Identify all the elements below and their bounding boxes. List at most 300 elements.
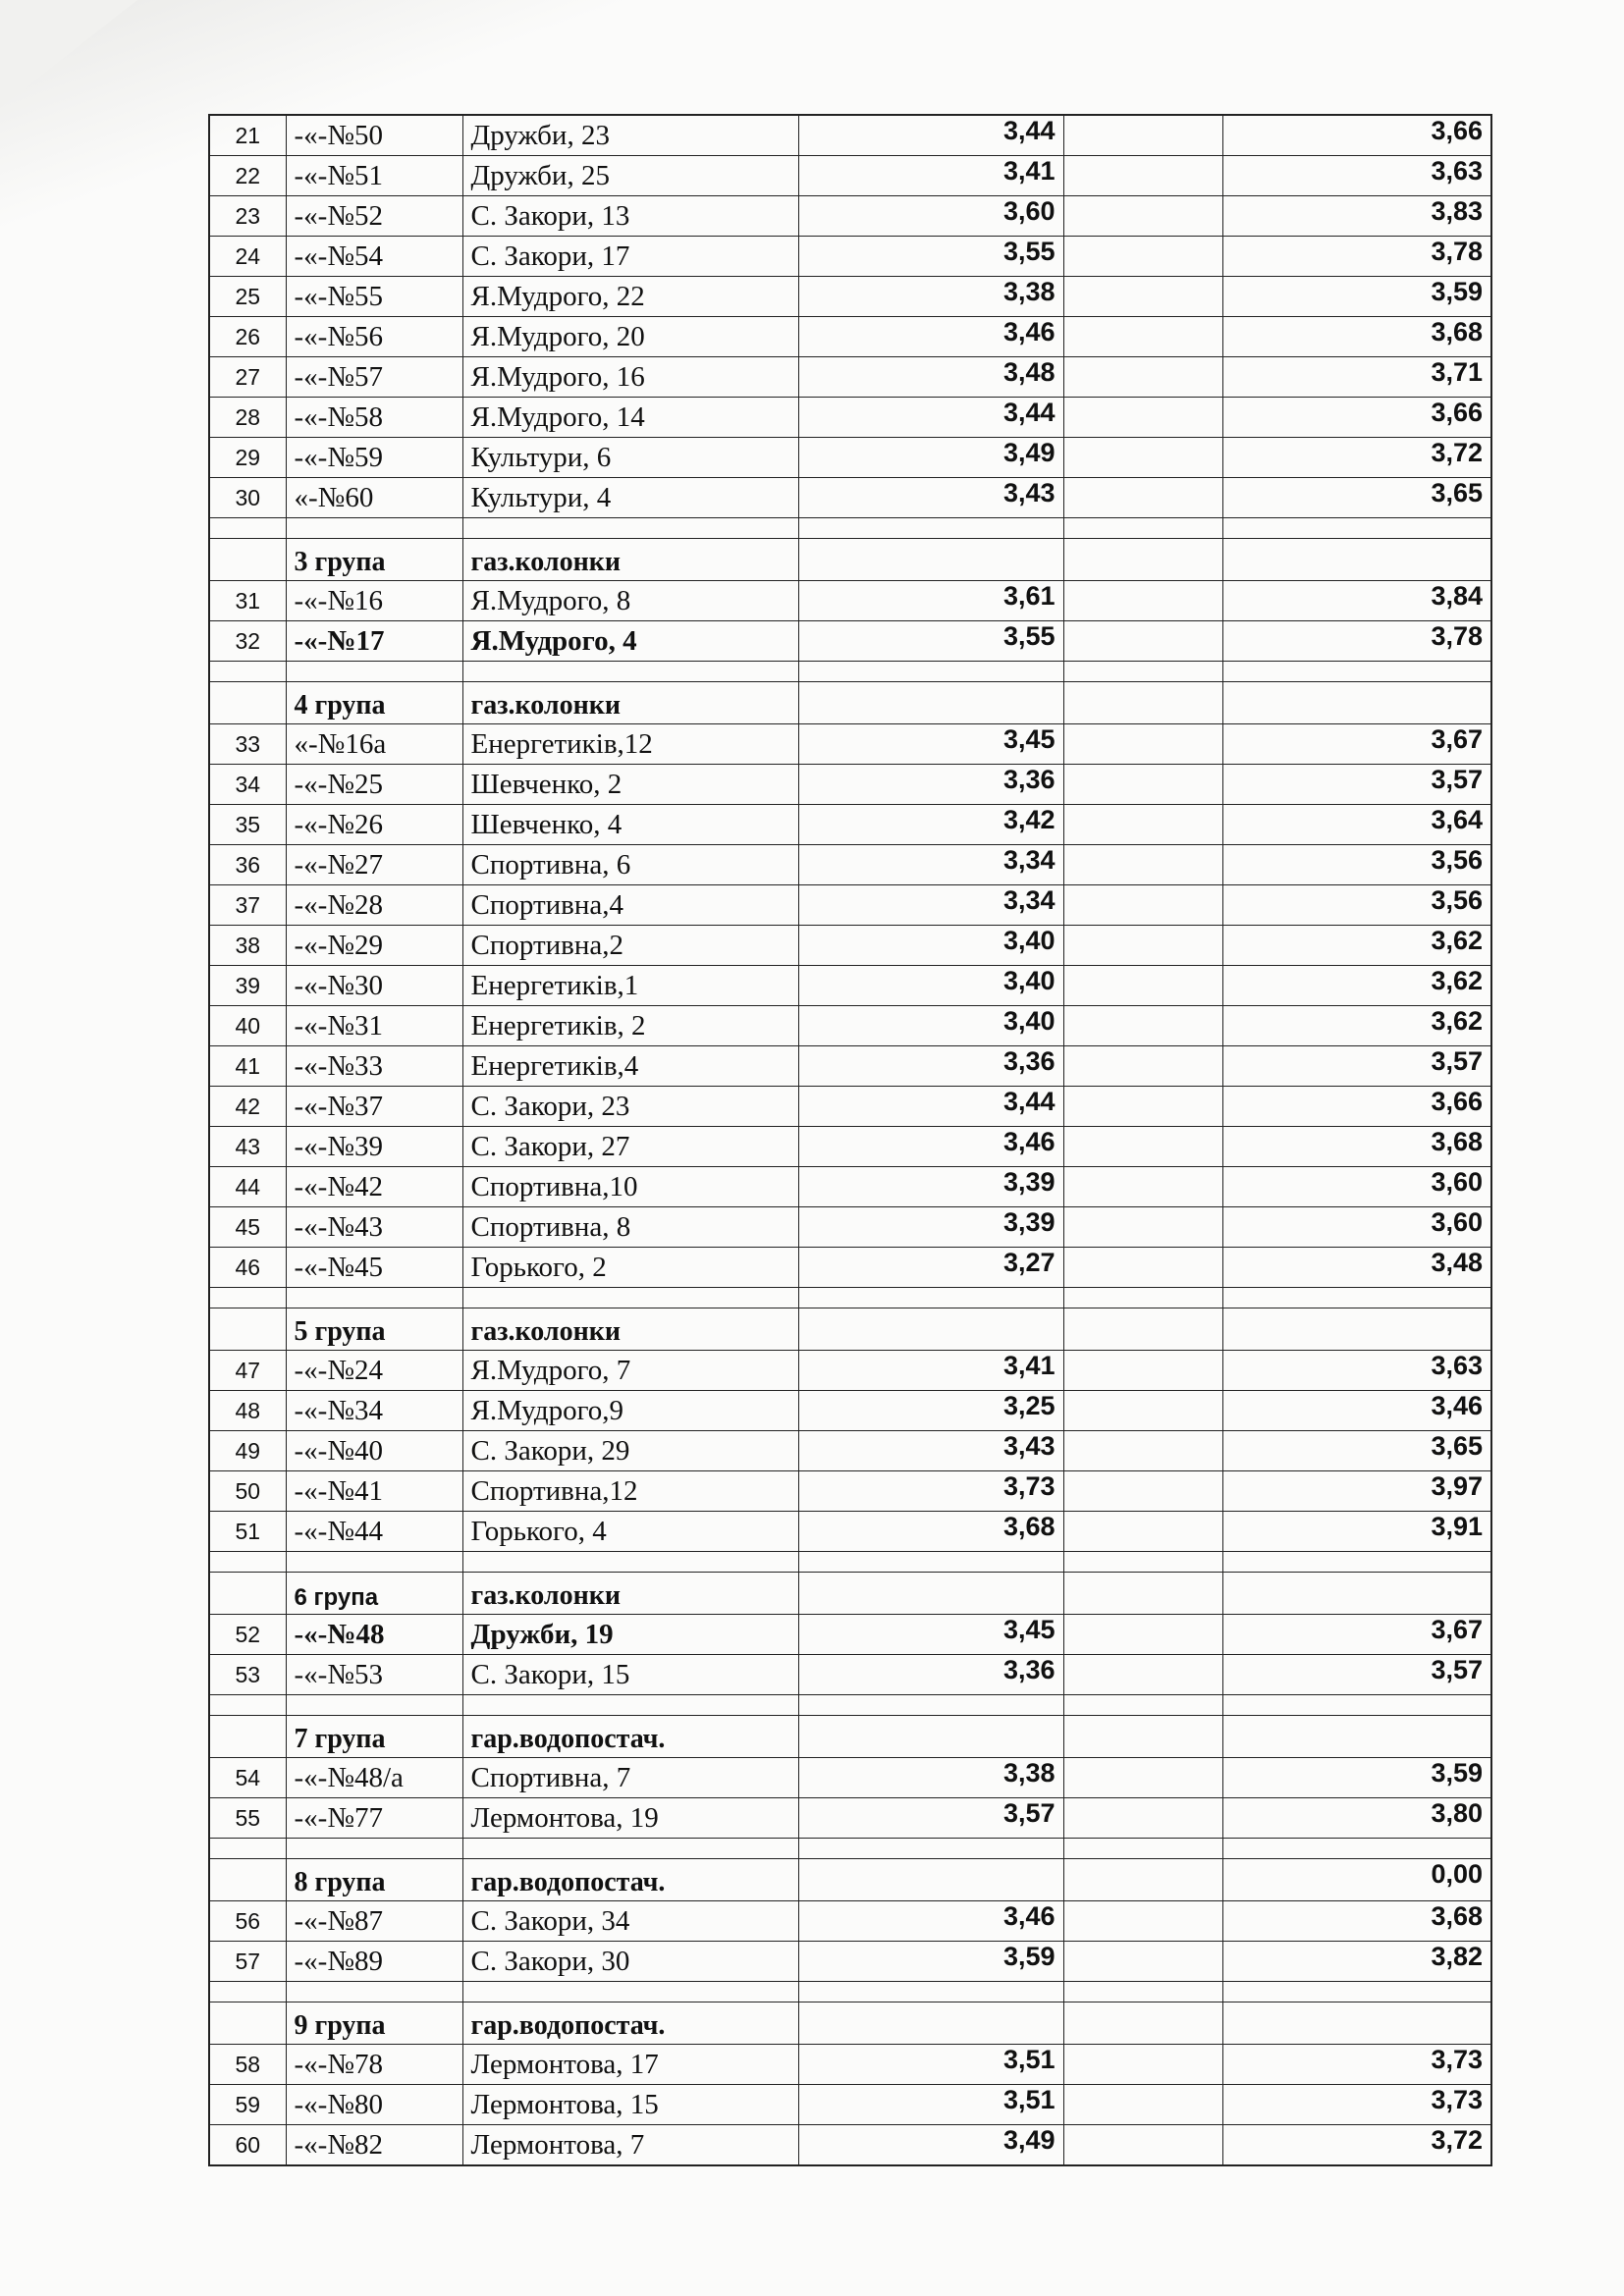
value-2-cell: 3,72 bbox=[1222, 438, 1491, 478]
table-row bbox=[209, 581, 1491, 621]
table-row bbox=[209, 237, 1491, 277]
empty-cell bbox=[1063, 115, 1222, 156]
table-row bbox=[209, 1391, 1491, 1431]
meter-code-cell: -«-№54 bbox=[286, 237, 462, 277]
value-2-cell: 3,65 bbox=[1222, 478, 1491, 518]
address-cell: Культури, 4 bbox=[462, 478, 798, 518]
value-1-cell: 3,39 bbox=[798, 1207, 1063, 1248]
empty-cell bbox=[1063, 2125, 1222, 2166]
table-row bbox=[209, 1901, 1491, 1942]
row-number-cell: 42 bbox=[209, 1087, 286, 1127]
row-number-cell: 55 bbox=[209, 1798, 286, 1839]
value-2-cell: 3,84 bbox=[1222, 581, 1491, 621]
address-cell: Я.Мудрого, 14 bbox=[462, 398, 798, 438]
address-cell: Я.Мудрого, 7 bbox=[462, 1351, 798, 1391]
empty-cell bbox=[1063, 1901, 1222, 1942]
value-1-cell: 3,42 bbox=[798, 805, 1063, 845]
table-spacer-row bbox=[209, 1839, 1491, 1859]
empty-cell bbox=[1063, 1167, 1222, 1207]
empty-cell bbox=[1063, 277, 1222, 317]
value-1-cell bbox=[798, 1716, 1063, 1758]
row-number-cell: 29 bbox=[209, 438, 286, 478]
address-cell: Я.Мудрого,9 bbox=[462, 1391, 798, 1431]
spacer-cell bbox=[1063, 1288, 1222, 1308]
spacer-cell bbox=[462, 1552, 798, 1573]
spacer-cell bbox=[286, 1288, 462, 1308]
value-1-cell bbox=[798, 1308, 1063, 1351]
value-1-cell: 3,40 bbox=[798, 966, 1063, 1006]
row-number-cell: 21 bbox=[209, 115, 286, 156]
empty-cell bbox=[1063, 2045, 1222, 2085]
spacer-cell bbox=[209, 1288, 286, 1308]
empty-cell bbox=[1063, 581, 1222, 621]
value-1-cell: 3,43 bbox=[798, 478, 1063, 518]
value-2-cell: 3,57 bbox=[1222, 1655, 1491, 1695]
meter-code-cell: -«-№43 bbox=[286, 1207, 462, 1248]
empty-cell bbox=[1063, 885, 1222, 926]
address-cell: Я.Мудрого, 20 bbox=[462, 317, 798, 357]
meter-code-cell: -«-№44 bbox=[286, 1512, 462, 1552]
value-1-cell: 3,68 bbox=[798, 1512, 1063, 1552]
table-spacer-row bbox=[209, 1695, 1491, 1716]
empty-cell bbox=[1063, 1308, 1222, 1351]
row-number-cell: 30 bbox=[209, 478, 286, 518]
empty-cell bbox=[1063, 1351, 1222, 1391]
value-1-cell: 3,48 bbox=[798, 357, 1063, 398]
empty-cell bbox=[1063, 682, 1222, 724]
value-2-cell bbox=[1222, 1573, 1491, 1615]
meter-code-cell: -«-№78 bbox=[286, 2045, 462, 2085]
group-header-row bbox=[209, 539, 1491, 581]
group-type-cell: газ.колонки bbox=[462, 539, 798, 581]
address-cell: Енергетиків,1 bbox=[462, 966, 798, 1006]
address-cell: Енергетиків, 2 bbox=[462, 1006, 798, 1046]
value-2-cell: 3,57 bbox=[1222, 1046, 1491, 1087]
empty-cell bbox=[1063, 1798, 1222, 1839]
meter-code-cell: -«-№30 bbox=[286, 966, 462, 1006]
table-row bbox=[209, 1351, 1491, 1391]
empty-cell bbox=[1063, 966, 1222, 1006]
row-number-cell: 59 bbox=[209, 2085, 286, 2125]
value-1-cell: 3,46 bbox=[798, 317, 1063, 357]
value-2-cell: 0,00 bbox=[1222, 1859, 1491, 1901]
empty-cell bbox=[1063, 357, 1222, 398]
row-number-cell: 39 bbox=[209, 966, 286, 1006]
value-1-cell: 3,36 bbox=[798, 1046, 1063, 1087]
row-number-cell: 46 bbox=[209, 1248, 286, 1288]
value-1-cell: 3,59 bbox=[798, 1942, 1063, 1982]
row-number-cell: 49 bbox=[209, 1431, 286, 1471]
value-2-cell bbox=[1222, 1308, 1491, 1351]
value-2-cell: 3,46 bbox=[1222, 1391, 1491, 1431]
meter-code-cell: -«-№16 bbox=[286, 581, 462, 621]
group-header-row bbox=[209, 1716, 1491, 1758]
spacer-cell bbox=[1222, 662, 1491, 682]
table-row bbox=[209, 2045, 1491, 2085]
value-2-cell: 3,48 bbox=[1222, 1248, 1491, 1288]
value-2-cell: 3,60 bbox=[1222, 1167, 1491, 1207]
group-label-cell: 3 група bbox=[286, 539, 462, 581]
spacer-cell bbox=[209, 518, 286, 539]
meter-code-cell: -«-№37 bbox=[286, 1087, 462, 1127]
table-row bbox=[209, 765, 1491, 805]
row-number-cell bbox=[209, 1859, 286, 1901]
value-2-cell: 3,67 bbox=[1222, 1615, 1491, 1655]
value-2-cell: 3,66 bbox=[1222, 398, 1491, 438]
value-2-cell: 3,66 bbox=[1222, 115, 1491, 156]
meter-code-cell: -«-№45 bbox=[286, 1248, 462, 1288]
spacer-cell bbox=[462, 1982, 798, 2002]
spacer-cell bbox=[286, 1552, 462, 1573]
table-row bbox=[209, 1798, 1491, 1839]
table-row bbox=[209, 1431, 1491, 1471]
meter-code-cell: -«-№77 bbox=[286, 1798, 462, 1839]
value-1-cell: 3,36 bbox=[798, 765, 1063, 805]
empty-cell bbox=[1063, 1471, 1222, 1512]
address-cell: Спортивна,2 bbox=[462, 926, 798, 966]
table-row bbox=[209, 1167, 1491, 1207]
meter-code-cell: -«-№53 bbox=[286, 1655, 462, 1695]
row-number-cell: 24 bbox=[209, 237, 286, 277]
meter-code-cell: -«-№34 bbox=[286, 1391, 462, 1431]
row-number-cell: 37 bbox=[209, 885, 286, 926]
spacer-cell bbox=[209, 1695, 286, 1716]
table-row bbox=[209, 1127, 1491, 1167]
table-row bbox=[209, 2125, 1491, 2166]
meter-code-cell: -«-№56 bbox=[286, 317, 462, 357]
spacer-cell bbox=[798, 1695, 1063, 1716]
empty-cell bbox=[1063, 1573, 1222, 1615]
value-2-cell: 3,82 bbox=[1222, 1942, 1491, 1982]
value-1-cell: 3,57 bbox=[798, 1798, 1063, 1839]
tariff-table-sheet bbox=[208, 114, 1490, 2166]
value-1-cell: 3,49 bbox=[798, 2125, 1063, 2166]
spacer-cell bbox=[798, 1552, 1063, 1573]
value-2-cell: 3,62 bbox=[1222, 926, 1491, 966]
address-cell: Спортивна,12 bbox=[462, 1471, 798, 1512]
table-row bbox=[209, 357, 1491, 398]
value-2-cell: 3,60 bbox=[1222, 1207, 1491, 1248]
meter-code-cell: -«-№31 bbox=[286, 1006, 462, 1046]
value-2-cell: 3,62 bbox=[1222, 966, 1491, 1006]
spacer-cell bbox=[462, 1839, 798, 1859]
address-cell: Спортивна,10 bbox=[462, 1167, 798, 1207]
empty-cell bbox=[1063, 1859, 1222, 1901]
empty-cell bbox=[1063, 196, 1222, 237]
empty-cell bbox=[1063, 2002, 1222, 2045]
address-cell: Енергетиків,12 bbox=[462, 724, 798, 765]
spacer-cell bbox=[462, 518, 798, 539]
empty-cell bbox=[1063, 1207, 1222, 1248]
value-1-cell: 3,49 bbox=[798, 438, 1063, 478]
meter-code-cell: -«-№58 bbox=[286, 398, 462, 438]
value-1-cell bbox=[798, 2002, 1063, 2045]
value-1-cell: 3,45 bbox=[798, 1615, 1063, 1655]
table-row bbox=[209, 1087, 1491, 1127]
value-1-cell: 3,46 bbox=[798, 1127, 1063, 1167]
address-cell: Спортивна, 7 bbox=[462, 1758, 798, 1798]
value-2-cell bbox=[1222, 1716, 1491, 1758]
table-row bbox=[209, 277, 1491, 317]
address-cell: С. Закори, 34 bbox=[462, 1901, 798, 1942]
value-2-cell: 3,73 bbox=[1222, 2045, 1491, 2085]
group-type-cell: гар.водопостач. bbox=[462, 2002, 798, 2045]
table-row bbox=[209, 2085, 1491, 2125]
value-2-cell: 3,97 bbox=[1222, 1471, 1491, 1512]
value-2-cell: 3,63 bbox=[1222, 1351, 1491, 1391]
spacer-cell bbox=[1222, 1552, 1491, 1573]
row-number-cell: 54 bbox=[209, 1758, 286, 1798]
group-type-cell: газ.колонки bbox=[462, 682, 798, 724]
value-1-cell: 3,55 bbox=[798, 237, 1063, 277]
table-row bbox=[209, 1655, 1491, 1695]
spacer-cell bbox=[1222, 1839, 1491, 1859]
group-header-row bbox=[209, 2002, 1491, 2045]
spacer-cell bbox=[1222, 1695, 1491, 1716]
row-number-cell: 25 bbox=[209, 277, 286, 317]
value-1-cell: 3,55 bbox=[798, 621, 1063, 662]
meter-code-cell: -«-№17 bbox=[286, 621, 462, 662]
address-cell: Культури, 6 bbox=[462, 438, 798, 478]
address-cell: Я.Мудрого, 8 bbox=[462, 581, 798, 621]
spacer-cell bbox=[798, 1839, 1063, 1859]
meter-code-cell: -«-№33 bbox=[286, 1046, 462, 1087]
value-2-cell bbox=[1222, 682, 1491, 724]
value-1-cell: 3,51 bbox=[798, 2045, 1063, 2085]
table-row bbox=[209, 1615, 1491, 1655]
row-number-cell: 38 bbox=[209, 926, 286, 966]
empty-cell bbox=[1063, 156, 1222, 196]
value-2-cell: 3,66 bbox=[1222, 1087, 1491, 1127]
row-number-cell: 22 bbox=[209, 156, 286, 196]
meter-code-cell: -«-№41 bbox=[286, 1471, 462, 1512]
value-2-cell: 3,56 bbox=[1222, 845, 1491, 885]
address-cell: С. Закори, 13 bbox=[462, 196, 798, 237]
spacer-cell bbox=[1222, 1982, 1491, 2002]
table-row bbox=[209, 156, 1491, 196]
address-cell: С. Закори, 27 bbox=[462, 1127, 798, 1167]
row-number-cell bbox=[209, 682, 286, 724]
table-row bbox=[209, 1942, 1491, 1982]
meter-code-cell: -«-№27 bbox=[286, 845, 462, 885]
table-row bbox=[209, 1758, 1491, 1798]
spacer-cell bbox=[1063, 518, 1222, 539]
group-label-cell: 8 група bbox=[286, 1859, 462, 1901]
value-2-cell: 3,59 bbox=[1222, 277, 1491, 317]
row-number-cell bbox=[209, 1308, 286, 1351]
meter-code-cell: -«-№57 bbox=[286, 357, 462, 398]
spacer-cell bbox=[462, 662, 798, 682]
meter-code-cell: -«-№29 bbox=[286, 926, 462, 966]
group-label-cell: 4 група bbox=[286, 682, 462, 724]
row-number-cell: 40 bbox=[209, 1006, 286, 1046]
empty-cell bbox=[1063, 1046, 1222, 1087]
address-cell: Я.Мудрого, 16 bbox=[462, 357, 798, 398]
table-spacer-row bbox=[209, 1552, 1491, 1573]
row-number-cell: 48 bbox=[209, 1391, 286, 1431]
empty-cell bbox=[1063, 398, 1222, 438]
group-header-row bbox=[209, 1573, 1491, 1615]
empty-cell bbox=[1063, 478, 1222, 518]
meter-code-cell: -«-№89 bbox=[286, 1942, 462, 1982]
address-cell: Спортивна, 6 bbox=[462, 845, 798, 885]
empty-cell bbox=[1063, 1431, 1222, 1471]
value-1-cell bbox=[798, 1573, 1063, 1615]
table-row bbox=[209, 1471, 1491, 1512]
value-2-cell: 3,63 bbox=[1222, 156, 1491, 196]
table-row bbox=[209, 621, 1491, 662]
row-number-cell: 31 bbox=[209, 581, 286, 621]
value-2-cell: 3,78 bbox=[1222, 237, 1491, 277]
spacer-cell bbox=[209, 1839, 286, 1859]
group-label-cell: 6 група bbox=[286, 1573, 462, 1615]
table-row bbox=[209, 1006, 1491, 1046]
value-1-cell: 3,43 bbox=[798, 1431, 1063, 1471]
table-row bbox=[209, 885, 1491, 926]
spacer-cell bbox=[286, 1839, 462, 1859]
address-cell: Лермонтова, 15 bbox=[462, 2085, 798, 2125]
empty-cell bbox=[1063, 237, 1222, 277]
meter-code-cell: -«-№39 bbox=[286, 1127, 462, 1167]
empty-cell bbox=[1063, 2085, 1222, 2125]
empty-cell bbox=[1063, 1716, 1222, 1758]
value-1-cell: 3,44 bbox=[798, 1087, 1063, 1127]
meter-code-cell: -«-№50 bbox=[286, 115, 462, 156]
value-1-cell bbox=[798, 682, 1063, 724]
row-number-cell: 28 bbox=[209, 398, 286, 438]
spacer-cell bbox=[286, 1695, 462, 1716]
row-number-cell bbox=[209, 2002, 286, 2045]
value-1-cell: 3,45 bbox=[798, 724, 1063, 765]
empty-cell bbox=[1063, 1248, 1222, 1288]
row-number-cell: 58 bbox=[209, 2045, 286, 2085]
row-number-cell: 43 bbox=[209, 1127, 286, 1167]
address-cell: Лермонтова, 19 bbox=[462, 1798, 798, 1839]
empty-cell bbox=[1063, 1087, 1222, 1127]
meter-code-cell: -«-№42 bbox=[286, 1167, 462, 1207]
empty-cell bbox=[1063, 765, 1222, 805]
meter-code-cell: -«-№52 bbox=[286, 196, 462, 237]
spacer-cell bbox=[1222, 518, 1491, 539]
address-cell: Шевченко, 2 bbox=[462, 765, 798, 805]
meter-code-cell: -«-№24 bbox=[286, 1351, 462, 1391]
meter-code-cell: -«-№48/а bbox=[286, 1758, 462, 1798]
row-number-cell: 36 bbox=[209, 845, 286, 885]
empty-cell bbox=[1063, 438, 1222, 478]
row-number-cell: 32 bbox=[209, 621, 286, 662]
empty-cell bbox=[1063, 926, 1222, 966]
spacer-cell bbox=[462, 1695, 798, 1716]
row-number-cell: 57 bbox=[209, 1942, 286, 1982]
table-row bbox=[209, 926, 1491, 966]
meter-code-cell: -«-№87 bbox=[286, 1901, 462, 1942]
group-type-cell: гар.водопостач. bbox=[462, 1716, 798, 1758]
row-number-cell: 35 bbox=[209, 805, 286, 845]
address-cell: С. Закори, 29 bbox=[462, 1431, 798, 1471]
address-cell: Дружби, 23 bbox=[462, 115, 798, 156]
value-1-cell: 3,38 bbox=[798, 1758, 1063, 1798]
value-1-cell bbox=[798, 539, 1063, 581]
table-row bbox=[209, 1207, 1491, 1248]
address-cell: Дружби, 25 bbox=[462, 156, 798, 196]
empty-cell bbox=[1063, 845, 1222, 885]
spacer-cell bbox=[798, 662, 1063, 682]
spacer-cell bbox=[286, 662, 462, 682]
value-1-cell: 3,36 bbox=[798, 1655, 1063, 1695]
group-header-row bbox=[209, 682, 1491, 724]
table-row bbox=[209, 1046, 1491, 1087]
value-1-cell bbox=[798, 1859, 1063, 1901]
group-type-cell: гар.водопостач. bbox=[462, 1859, 798, 1901]
row-number-cell: 45 bbox=[209, 1207, 286, 1248]
value-1-cell: 3,46 bbox=[798, 1901, 1063, 1942]
row-number-cell: 41 bbox=[209, 1046, 286, 1087]
spacer-cell bbox=[1063, 1982, 1222, 2002]
meter-code-cell: -«-№40 bbox=[286, 1431, 462, 1471]
value-2-cell: 3,71 bbox=[1222, 357, 1491, 398]
group-label-cell: 7 група bbox=[286, 1716, 462, 1758]
value-2-cell: 3,80 bbox=[1222, 1798, 1491, 1839]
spacer-cell bbox=[209, 662, 286, 682]
address-cell: Лермонтова, 17 bbox=[462, 2045, 798, 2085]
table-body bbox=[209, 115, 1491, 2165]
value-1-cell: 3,34 bbox=[798, 845, 1063, 885]
table-row bbox=[209, 478, 1491, 518]
spacer-cell bbox=[286, 518, 462, 539]
meter-code-cell: -«-№25 bbox=[286, 765, 462, 805]
meter-code-cell: -«-№28 bbox=[286, 885, 462, 926]
address-cell: Дружби, 19 bbox=[462, 1615, 798, 1655]
address-cell: Шевченко, 4 bbox=[462, 805, 798, 845]
row-number-cell: 60 bbox=[209, 2125, 286, 2166]
row-number-cell: 56 bbox=[209, 1901, 286, 1942]
value-2-cell bbox=[1222, 539, 1491, 581]
value-2-cell: 3,68 bbox=[1222, 317, 1491, 357]
row-number-cell: 52 bbox=[209, 1615, 286, 1655]
value-2-cell: 3,62 bbox=[1222, 1006, 1491, 1046]
spacer-cell bbox=[798, 1288, 1063, 1308]
meter-code-cell: -«-№59 bbox=[286, 438, 462, 478]
spacer-cell bbox=[798, 518, 1063, 539]
address-cell: Лермонтова, 7 bbox=[462, 2125, 798, 2166]
value-1-cell: 3,38 bbox=[798, 277, 1063, 317]
value-1-cell: 3,41 bbox=[798, 1351, 1063, 1391]
meter-code-cell: -«-№51 bbox=[286, 156, 462, 196]
meter-code-cell: «-№16а bbox=[286, 724, 462, 765]
table-row bbox=[209, 317, 1491, 357]
row-number-cell: 51 bbox=[209, 1512, 286, 1552]
empty-cell bbox=[1063, 317, 1222, 357]
address-cell: Спортивна,4 bbox=[462, 885, 798, 926]
meter-code-cell: -«-№82 bbox=[286, 2125, 462, 2166]
table-row bbox=[209, 845, 1491, 885]
spacer-cell bbox=[1063, 1695, 1222, 1716]
table-row bbox=[209, 196, 1491, 237]
empty-cell bbox=[1063, 539, 1222, 581]
address-cell: Спортивна, 8 bbox=[462, 1207, 798, 1248]
group-header-row bbox=[209, 1859, 1491, 1901]
empty-cell bbox=[1063, 724, 1222, 765]
table-row bbox=[209, 115, 1491, 156]
value-2-cell: 3,91 bbox=[1222, 1512, 1491, 1552]
spacer-cell bbox=[1222, 1288, 1491, 1308]
empty-cell bbox=[1063, 1758, 1222, 1798]
empty-cell bbox=[1063, 1942, 1222, 1982]
value-1-cell: 3,44 bbox=[798, 115, 1063, 156]
value-1-cell: 3,73 bbox=[798, 1471, 1063, 1512]
value-2-cell: 3,68 bbox=[1222, 1901, 1491, 1942]
row-number-cell: 47 bbox=[209, 1351, 286, 1391]
